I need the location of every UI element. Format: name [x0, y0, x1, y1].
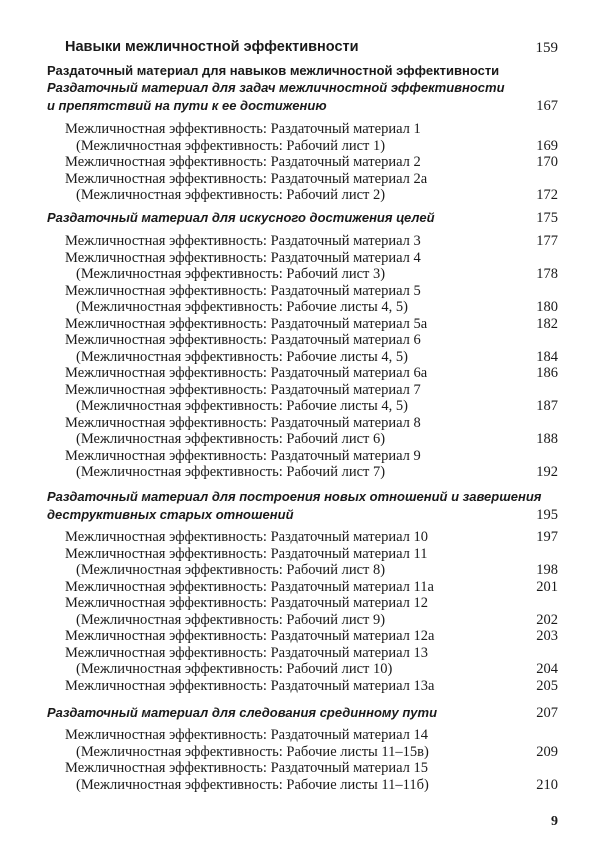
toc-entry: Межличностная эффективность: Раздаточный материал 5а	[65, 315, 428, 332]
toc-entry-worksheet: (Межличностная эффективность: Рабочий лист 6)	[76, 431, 386, 447]
toc-entry-page: 197	[536, 529, 558, 545]
handout-subheading: Раздаточный материал для навыков межличностной эффективности	[47, 63, 500, 78]
toc-entry-page: 202	[536, 611, 558, 628]
toc-entry-worksheet: (Межличностная эффективность: Рабочий лист 2)	[76, 187, 386, 203]
toc-entry-page: 172	[536, 187, 558, 203]
toc-entry-page: 203	[536, 628, 558, 644]
toc-entry: Межличностная эффективность: Раздаточный материал 8	[65, 414, 421, 431]
toc-entry-page: 210	[536, 776, 558, 793]
toc-entry-worksheet: (Межличностная эффективность: Рабочий лист 9)	[76, 611, 386, 628]
section-title: Раздаточный материал для построения новых отношений и завершения	[47, 489, 542, 504]
toc-entry-worksheet: (Межличностная эффективность: Рабочие листы 11–11б)	[76, 776, 429, 793]
section-title: Раздаточный материал для следования срединному пути	[47, 705, 438, 720]
toc-entry: Межличностная эффективность: Раздаточный материал 12	[65, 595, 429, 611]
toc-entry-page: 204	[536, 661, 558, 677]
toc-entry: Межличностная эффективность: Раздаточный материал 4	[65, 249, 421, 266]
toc-entry-page: 177	[536, 233, 558, 249]
toc-entry: Межличностная эффективность: Раздаточный материал 2	[65, 154, 421, 170]
toc-entry: Межличностная эффективность: Раздаточный материал 6а	[65, 365, 428, 381]
toc-entry-page: 186	[536, 365, 558, 381]
toc-entry-worksheet: (Межличностная эффективность: Рабочие листы 11–15в)	[76, 743, 429, 760]
toc-entry-worksheet: (Межличностная эффективность: Рабочий лист 8)	[76, 562, 386, 578]
chapter-page: 159	[535, 40, 558, 56]
toc-entry-page: 205	[536, 677, 558, 694]
toc-entry: Межличностная эффективность: Раздаточный материал 7	[65, 381, 421, 398]
toc-entry-page: 192	[536, 464, 558, 480]
toc-entry-page: 201	[536, 578, 558, 595]
section-page: 207	[536, 705, 558, 721]
toc-entry-page: 170	[536, 154, 558, 170]
section-page: 195	[536, 506, 558, 523]
page-number: 9	[551, 814, 558, 829]
chapter-title: Навыки межличностной эффективности	[65, 39, 359, 55]
section-title: и препятствий на пути к ее достижению	[47, 97, 327, 113]
toc-entry: Межличностная эффективность: Раздаточный материал 3	[65, 233, 421, 249]
toc-entry: Межличностная эффективность: Раздаточный материал 12а	[65, 628, 435, 644]
toc-entry: Межличностная эффективность: Раздаточный материал 11а	[65, 578, 434, 595]
toc-entry-page: 178	[536, 266, 558, 282]
toc-entry: Межличностная эффективность: Раздаточный материал 10	[65, 529, 429, 545]
section-page: 167	[536, 97, 558, 114]
toc-entry-page: 182	[536, 315, 558, 332]
toc-entry: Межличностная эффективность: Раздаточный материал 9	[65, 447, 421, 464]
toc-entry: Межличностная эффективность: Раздаточный материал 6	[65, 332, 421, 348]
toc-entry-page: 198	[536, 562, 558, 578]
toc-entry-worksheet: (Межличностная эффективность: Рабочий лист 7)	[76, 464, 386, 480]
toc-entry-page: 180	[536, 299, 558, 315]
toc-entry: Межличностная эффективность: Раздаточный материал 2а	[65, 170, 428, 187]
toc-entry-page: 188	[536, 431, 558, 447]
toc-entry-worksheet: (Межличностная эффективность: Рабочий лист 3)	[76, 266, 386, 282]
toc-entry-worksheet: (Межличностная эффективность: Рабочие листы 4, 5)	[76, 398, 408, 414]
toc-entry-page: 169	[536, 137, 558, 154]
toc-entry-worksheet: (Межличностная эффективность: Рабочий лист 1)	[76, 137, 386, 154]
toc-entry-worksheet: (Межличностная эффективность: Рабочие листы 4, 5)	[76, 348, 408, 365]
toc-entry: Межличностная эффективность: Раздаточный материал 13	[65, 644, 429, 661]
toc-entry: Межличностная эффективность: Раздаточный материал 5	[65, 282, 421, 299]
toc-entry: Межличностная эффективность: Раздаточный материал 11	[65, 545, 428, 562]
toc-entry: Межличностная эффективность: Раздаточный материал 14	[65, 727, 429, 743]
section-title: деструктивных старых отношений	[47, 506, 294, 522]
toc-entry-worksheet: (Межличностная эффективность: Рабочий лист 10)	[76, 661, 393, 677]
section-title: Раздаточный материал для задач межличностной эффективности	[47, 80, 505, 95]
toc-entry-worksheet: (Межличностная эффективность: Рабочие листы 4, 5)	[76, 299, 408, 315]
section-title: Раздаточный материал для искусного достижения целей	[47, 210, 435, 225]
toc-entry-page: 184	[536, 348, 558, 365]
toc-entry: Межличностная эффективность: Раздаточный материал 13а	[65, 677, 435, 694]
toc-entry: Межличностная эффективность: Раздаточный материал 1	[65, 121, 421, 137]
toc-entry-page: 187	[536, 398, 558, 414]
section-page: 175	[536, 210, 558, 226]
toc-entry-page: 209	[536, 743, 558, 760]
toc-entry: Межличностная эффективность: Раздаточный материал 15	[65, 760, 429, 776]
